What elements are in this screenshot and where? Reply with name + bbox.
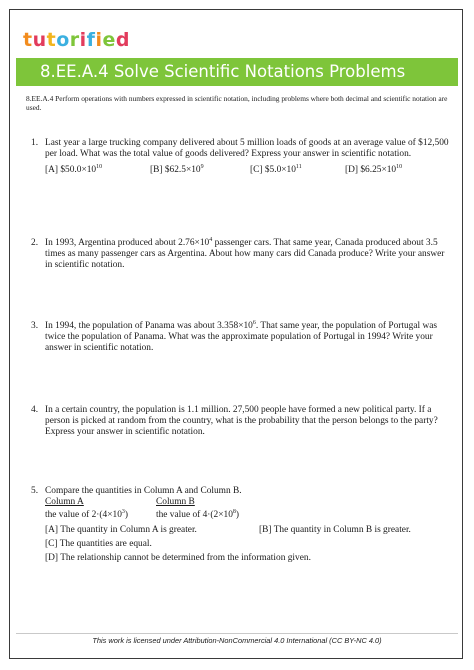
question-2 (31, 238, 451, 271)
options-row-1 (45, 523, 451, 537)
column-values (45, 508, 451, 522)
question-text (45, 321, 451, 354)
question-text-part: . That same year, the population of Portugal was twice the population of Panama. What was the approximate population of Portugal in 1994? Write your answer in scientific notation. (45, 321, 438, 353)
logo-letter: i (95, 29, 103, 51)
footer-divider (16, 633, 458, 634)
option-text: The quantity in Column A is greater. (60, 525, 197, 535)
value-exponent: 8 (232, 509, 236, 515)
option-exponent: 9 (200, 164, 204, 170)
standard-description: 8.EE.A.4 Perform operations with numbers expressed in scientific notation, including problems where both decimal and scientific notation are used. (26, 94, 448, 112)
question-text-part: In 1994, the population of Panama was about (45, 321, 215, 331)
option-b[interactable] (150, 165, 204, 176)
question-1 (31, 138, 451, 177)
value-text: the value of 2·(4×10 (45, 510, 122, 520)
page-title: 8.EE.A.4 Solve Scientific Notations Problems (40, 62, 406, 81)
option-d[interactable] (45, 553, 311, 564)
page-title-banner (16, 58, 458, 86)
option-exponent: 11 (295, 164, 302, 170)
question-3 (31, 321, 451, 354)
sci-number: 3.358×10 (217, 321, 253, 331)
question-text (45, 238, 451, 271)
logo-letter: i (79, 29, 87, 51)
sci-number: 2.76×10 (178, 238, 210, 248)
question-number: 3. (31, 321, 39, 331)
tutorified-logo (23, 27, 130, 53)
logo-letter: t (46, 29, 57, 51)
option-value: $6.25×10 (360, 165, 397, 175)
answer-options (45, 165, 451, 177)
option-c[interactable] (45, 539, 152, 550)
question-number: 5. (31, 486, 39, 496)
logo-letter: u (32, 29, 47, 51)
option-value: $5.0×10 (264, 165, 296, 175)
option-exponent: 10 (396, 164, 403, 170)
option-label: [B] (150, 165, 163, 175)
question-text-part: In 1993, Argentina produced about (45, 238, 176, 248)
question-5 (31, 486, 451, 565)
value-text: ) (124, 510, 129, 520)
question-text-part: passenger cars. That same year, Canada produced about 3.5 times as many passenger cars as Argentina. About how many cars did Canada produce? Write your answer in scientific notation. (45, 238, 445, 270)
option-label: [A] (45, 525, 59, 535)
column-a-value (45, 510, 128, 521)
option-label: [A] (45, 165, 59, 175)
question-number: 4. (31, 405, 39, 415)
options-row-2 (45, 537, 451, 551)
question-text: Last year a large trucking company delivered about 5 million loads of goods at an average value of $12,500 per load. What was the total value of goods delivered? Express your answer in scientific notation. (45, 138, 449, 159)
column-headers (45, 497, 451, 508)
question-number: 1. (31, 138, 39, 148)
option-label: [C] (45, 539, 58, 549)
option-b[interactable] (259, 525, 411, 536)
value-text: the value of 4·(2×10 (156, 510, 233, 520)
option-a[interactable] (45, 525, 197, 536)
license-footer: This work is licensed under Attribution-NonCommercial 4.0 International (CC BY-NC 4.0) (92, 636, 382, 645)
option-label: [D] (45, 553, 59, 563)
logo-letter: r (69, 29, 80, 51)
option-text: The quantities are equal. (59, 539, 152, 549)
option-label: [D] (345, 165, 359, 175)
value-exponent: 3 (121, 509, 125, 515)
logo-letter: e (102, 29, 116, 51)
sci-exponent: 6 (252, 320, 256, 326)
question-text: Compare the quantities in Column A and Column B. (45, 486, 242, 496)
sci-exponent: 4 (209, 237, 213, 243)
options-row-3 (45, 551, 451, 565)
question-number: 2. (31, 238, 39, 248)
option-label: [B] (259, 525, 272, 535)
logo-letter: t (23, 29, 33, 51)
option-text: The quantity in Column B is greater. (273, 525, 411, 535)
logo-letter: f (86, 29, 96, 51)
logo-letter: d (115, 29, 130, 51)
option-d[interactable] (345, 165, 402, 176)
option-value: $62.5×10 (164, 165, 201, 175)
question-text: In a certain country, the population is 1.1 million. 27,500 people have formed a new political party. If a person is picked at random from the country, what is the probability that the person belongs to the party? Express your answer in scientific notation. (45, 405, 438, 437)
option-text: The relationship cannot be determined from the information given. (60, 553, 311, 563)
column-b-heading: Column B (156, 497, 195, 507)
option-c[interactable] (250, 165, 302, 176)
option-exponent: 10 (96, 164, 103, 170)
option-label: [C] (250, 165, 263, 175)
option-value: $50.0×10 (60, 165, 97, 175)
logo-letter: o (56, 29, 70, 51)
column-b-value (156, 510, 239, 521)
column-a-heading: Column A (45, 497, 84, 507)
option-a[interactable] (45, 165, 102, 176)
question-4 (31, 405, 451, 438)
value-text: ) (235, 510, 240, 520)
